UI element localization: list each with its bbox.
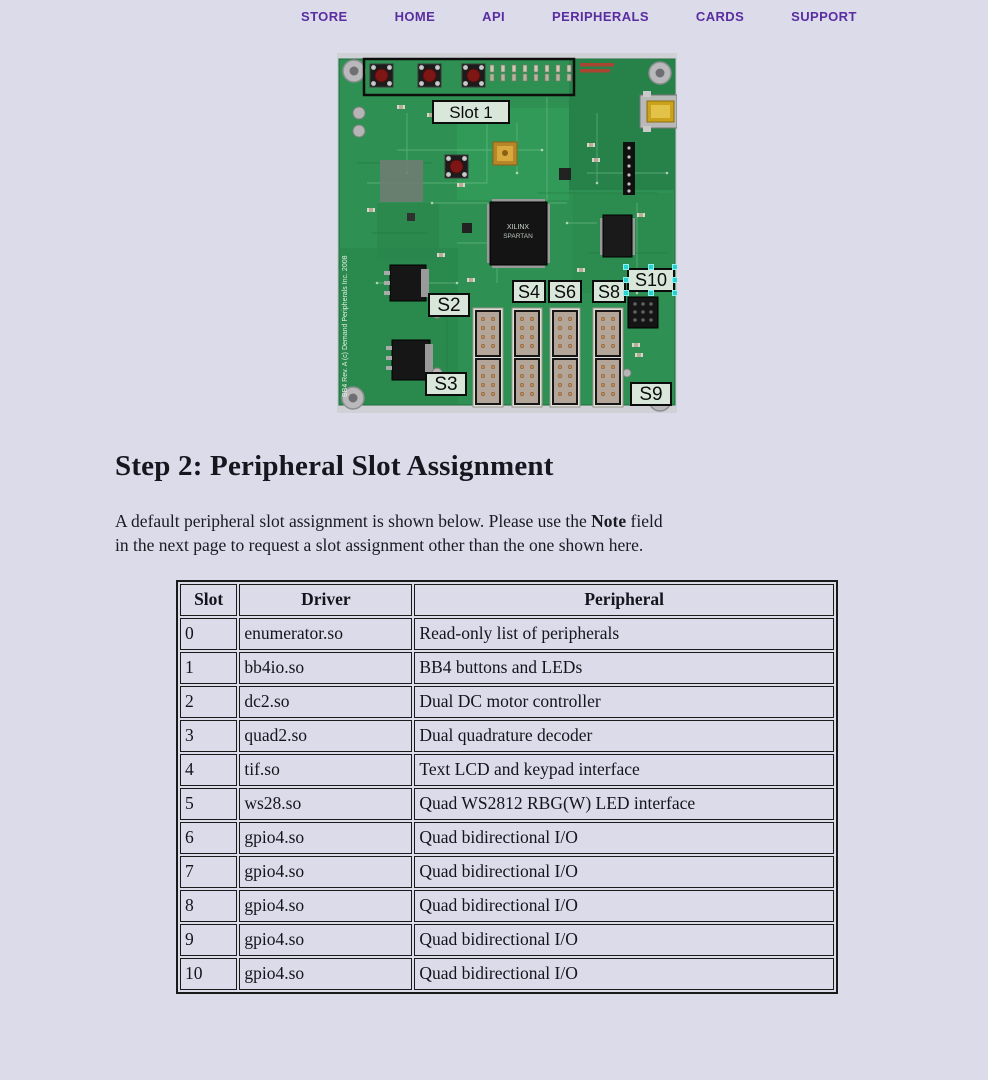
table-header-row [180, 584, 834, 616]
cell-driver: gpio4.so [239, 856, 412, 888]
cell-peripheral: Quad bidirectional I/O [414, 890, 834, 922]
memory-chip [600, 215, 635, 257]
selection-handle [649, 291, 653, 295]
oscillator [493, 142, 517, 165]
header-slot: Slot [180, 584, 237, 616]
peripheral-connector [473, 308, 503, 407]
cell-driver: quad2.so [239, 720, 412, 752]
top-navigation [301, 9, 857, 24]
board-label-slot1: Slot 1 [432, 100, 510, 124]
cell-driver: ws28.so [239, 788, 412, 820]
selection-handle [673, 278, 677, 282]
board-label-s4: S4 [512, 280, 546, 303]
cell-driver: tif.so [239, 754, 412, 786]
cell-slot: 6 [180, 822, 237, 854]
table-row [180, 924, 834, 956]
header-peripheral: Peripheral [414, 584, 834, 616]
intro-text-2: field [626, 511, 663, 531]
selection-handle [673, 291, 677, 295]
usb-connector [640, 91, 677, 132]
cell-peripheral: Quad bidirectional I/O [414, 924, 834, 956]
chip-text: SPARTAN [503, 233, 533, 240]
nav-link-store[interactable]: STORE [301, 9, 348, 24]
pushbutton-icon [445, 155, 468, 178]
board-label-s2: S2 [428, 293, 470, 317]
cell-slot: 1 [180, 652, 237, 684]
nav-link-home[interactable]: HOME [394, 9, 436, 24]
table-row [180, 720, 834, 752]
cell-driver: bb4io.so [239, 652, 412, 684]
pushbutton-icon [370, 64, 393, 87]
cell-driver: gpio4.so [239, 890, 412, 922]
cell-peripheral: Quad bidirectional I/O [414, 856, 834, 888]
nav-link-api[interactable]: API [482, 9, 506, 24]
cell-slot: 0 [180, 618, 237, 650]
header-driver: Driver [239, 584, 412, 616]
nav-link-support[interactable]: SUPPORT [791, 9, 857, 24]
cell-peripheral: Quad bidirectional I/O [414, 822, 834, 854]
board-label-s8: S8 [592, 280, 626, 303]
table-row [180, 822, 834, 854]
selection-handle [624, 278, 628, 282]
peripheral-connector [593, 308, 623, 407]
board-label-s10: S10 [627, 268, 675, 292]
peripheral-connector [550, 308, 580, 407]
intro-text-1: A default peripheral slot assignment is shown below. Please use the [115, 511, 592, 531]
peripheral-connector [512, 308, 542, 407]
unpopulated-footprint [380, 160, 423, 202]
cell-driver: gpio4.so [239, 924, 412, 956]
cell-slot: 9 [180, 924, 237, 956]
cell-peripheral: Quad WS2812 RBG(W) LED interface [414, 788, 834, 820]
board-label-s6: S6 [548, 280, 582, 303]
board-label-s3: S3 [425, 372, 467, 396]
cell-peripheral: Text LCD and keypad interface [414, 754, 834, 786]
chip-text: XILINX [506, 224, 530, 231]
pushbutton-icon [418, 64, 441, 87]
table-row [180, 856, 834, 888]
board-label-s9: S9 [630, 382, 672, 406]
motor-driver-chip [384, 265, 429, 301]
cell-peripheral: Read-only list of peripherals [414, 618, 834, 650]
cell-driver: enumerator.so [239, 618, 412, 650]
cell-peripheral: BB4 buttons and LEDs [414, 652, 834, 684]
nav-link-peripherals[interactable]: PERIPHERALS [552, 9, 649, 24]
xilinx-fpga-chip [487, 199, 550, 268]
table-row [180, 890, 834, 922]
table-row [180, 652, 834, 684]
selection-handle [624, 265, 628, 269]
mounting-hole [649, 62, 671, 84]
cell-driver: gpio4.so [239, 958, 412, 990]
page-title: Step 2: Peripheral Slot Assignment [115, 450, 554, 482]
cell-slot: 7 [180, 856, 237, 888]
selection-handle [649, 265, 653, 269]
table-row [180, 686, 834, 718]
cell-peripheral: Dual DC motor controller [414, 686, 834, 718]
pushbutton-icon [462, 64, 485, 87]
bb4-board-photo [337, 53, 677, 413]
dip-chip [628, 297, 658, 328]
intro-paragraph [115, 510, 905, 557]
table-row [180, 958, 834, 990]
cell-driver: dc2.so [239, 686, 412, 718]
cell-driver: gpio4.so [239, 822, 412, 854]
selection-handle [673, 265, 677, 269]
pin-header [623, 142, 635, 195]
cell-slot: 8 [180, 890, 237, 922]
cell-slot: 4 [180, 754, 237, 786]
note-word: Note [591, 511, 627, 531]
cell-peripheral: Quad bidirectional I/O [414, 958, 834, 990]
mounting-hole [343, 60, 365, 82]
cell-slot: 5 [180, 788, 237, 820]
board-label-s10-selected [625, 266, 677, 294]
selection-handle [624, 291, 628, 295]
cell-slot: 10 [180, 958, 237, 990]
cell-peripheral: Dual quadrature decoder [414, 720, 834, 752]
intro-text-3: in the next page to request a slot assignment other than the one shown here. [115, 534, 644, 555]
silkscreen-text: BB4 Rev. A (c) Demand Peripherals Inc. 2008 [342, 255, 349, 397]
table-row [180, 788, 834, 820]
table-row [180, 754, 834, 786]
slot-assignment-table [176, 580, 838, 994]
cell-slot: 2 [180, 686, 237, 718]
table-row [180, 618, 834, 650]
nav-link-cards[interactable]: CARDS [695, 9, 745, 24]
cell-slot: 3 [180, 720, 237, 752]
